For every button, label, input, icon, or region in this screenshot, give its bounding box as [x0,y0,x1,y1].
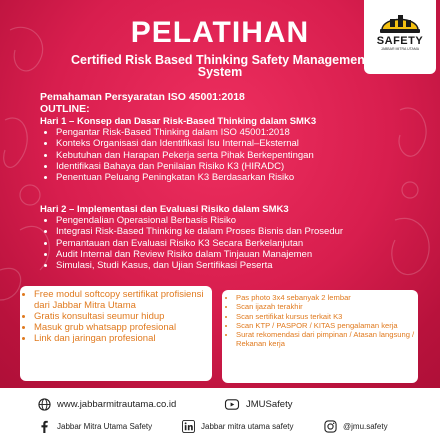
day-heading: Hari 1 – Konsep dan Dasar Risk-Based Thinking dalam SMK3 [40,116,317,127]
youtube-link[interactable] [224,398,292,411]
requirements-card [222,290,418,383]
day-1 [40,116,400,183]
linkedin-link[interactable] [182,420,293,433]
topic-item: • Identifikasi Bahaya dan Penilaian Risiko K3 (HIRADC) [56,161,400,172]
requirement-item: • Surat rekomendasi dari pimpinan / Atasan langsung / Rekanan kerja [236,330,418,349]
facebook-link[interactable] [38,420,152,433]
benefits-list [20,289,212,344]
intro [40,92,245,115]
benefit-item: • Gratis konsultasi seumur hidup [34,311,212,322]
topic-item: • Pengendalian Operasional Berbasis Risiko [56,215,420,226]
topic-item: • Audit Internal dan Review Risiko dalam Tinjauan Manajemen [56,249,420,260]
topic-item: • Pemantauan dan Evaluasi Risiko K3 Secara Berkelanjutan [56,238,420,249]
requirements-list [222,293,418,349]
outline-label: OUTLINE: [40,102,90,115]
benefit-item: • Link dan jaringan profesional [34,333,212,344]
topic-item: • Integrasi Risk-Based Thinking ke dalam Proses Bisnis dan Prosedur [56,226,420,237]
topic-item: • Penentuan Peluang Peningkatan K3 Berdasarkan Risiko [56,172,400,183]
linkedin-icon [182,420,195,433]
benefits-card [20,286,212,381]
day-topics [40,127,400,183]
logo-tagline: JABBAR MITRA UTAMA [380,47,420,51]
linkedin-text: Jabbar mitra utama safety [201,422,294,431]
topic-item: • Konteks Organisasi dan Identifikasi Isu Internal–Eksternal [56,138,400,149]
youtube-text: JMUSafety [246,399,293,410]
topic-item: • Kebutuhan dan Harapan Pekerja serta Pihak Berkepentingan [56,150,400,161]
instagram-link[interactable] [324,420,388,433]
website-text: www.jabbarmitrautama.co.id [57,399,177,410]
page-title: PELATIHAN [130,16,310,49]
day-heading: Hari 2 – Implementasi dan Evaluasi Risiko dalam SMK3 [40,204,289,215]
benefit-item: • Free modul softcopy sertifikat profisiensi dari Jabbar Mitra Utama [34,289,212,311]
footer [0,388,440,440]
requirement-item: • Scan ijazah terakhir [236,302,418,311]
intro-line: Pemahaman Persyaratan ISO 45001:2018 [40,91,245,103]
requirement-item: • Scan sertifikat kursus terkait K3 [236,312,418,321]
topic-item: • Pengantar Risk-Based Thinking dalam ISO 45001:2018 [56,127,400,138]
topic-item: • Simulasi, Studi Kasus, dan Ujian Sertifikasi Peserta [56,260,420,271]
website-link[interactable] [38,398,176,411]
instagram-icon [324,420,337,433]
logo-brand: SAFETY [376,35,424,47]
requirement-item: • Pas photo 3x4 sebanyak 2 lembar [236,293,418,302]
facebook-icon [38,420,51,433]
instagram-text: @jmu.safety [343,422,388,431]
globe-icon [38,398,51,411]
day-topics [40,215,420,271]
day-2 [40,204,420,271]
youtube-icon [224,398,240,411]
page-subtitle: Certified Risk Based Thinking Safety Management System [71,53,369,79]
requirement-item: • Scan KTP / PASPOR / KITAS pengalaman kerja [236,321,418,330]
benefit-item: • Masuk grub whatsapp profesional [34,322,212,333]
facebook-text: Jabbar Mitra Utama Safety [57,422,153,431]
